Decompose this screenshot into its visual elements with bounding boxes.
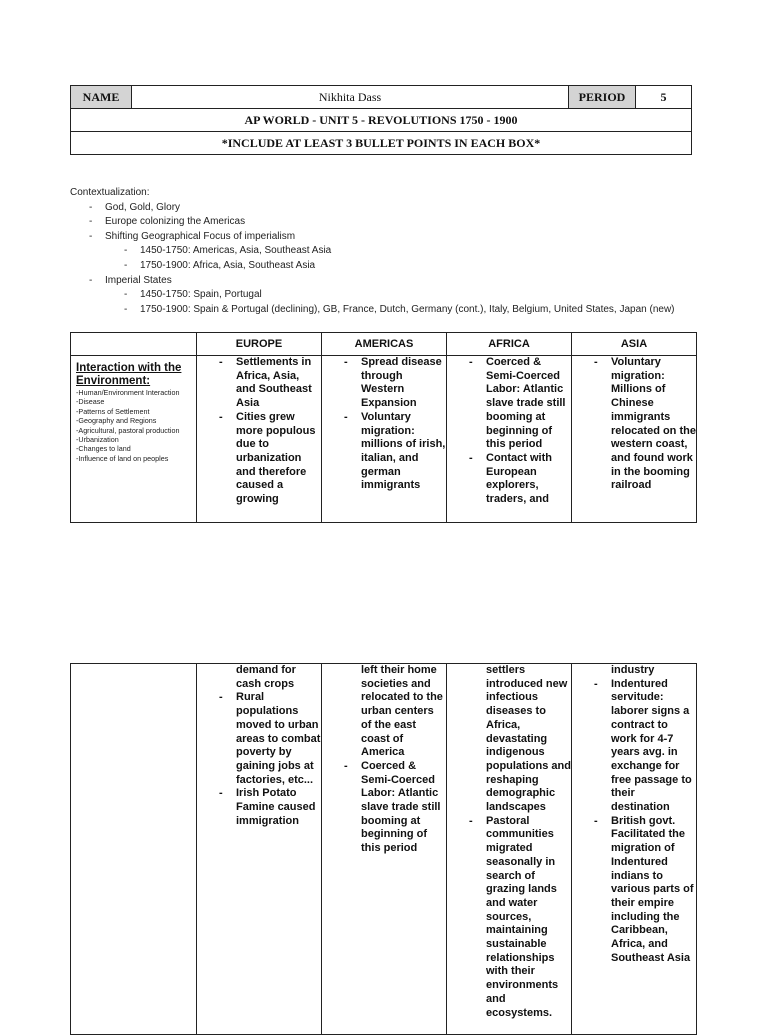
asia-cell xyxy=(572,664,697,1035)
column-header-asia: ASIA xyxy=(572,333,697,356)
regions-table xyxy=(70,332,697,523)
bullet-point: - Voluntary migration: millions of irish, italian, and german immigrants xyxy=(361,411,446,493)
americas-cell xyxy=(322,356,447,523)
column-header-americas: AMERICAS xyxy=(322,333,447,356)
bullet-point: - Rural populations moved to urban areas to combat poverty by gaining jobs at factories, etc... xyxy=(236,691,321,787)
period-label: PERIOD xyxy=(569,86,636,109)
name-label: NAME xyxy=(71,86,132,109)
row-header-empty xyxy=(71,664,197,1035)
continued-text: settlers introduced new infectious diseases to Africa, devastating indigenous populations and reshaping demographic landscapes xyxy=(486,664,571,814)
continued-text: demand for cash crops xyxy=(236,664,296,690)
continued-text: left their home societies and relocated to the urban centers of the east coast of America xyxy=(361,664,443,759)
context-label: Contextualization: xyxy=(70,187,150,198)
bullet-point: - Coerced & Semi-Coerced Labor: Atlantic slave trade still booming at beginning of this period xyxy=(361,760,446,856)
europe-cell xyxy=(197,356,322,523)
bullet-point: - Coerced & Semi-Coerced Labor: Atlantic slave trade still booming at beginning of this period xyxy=(486,356,571,452)
context-item-text: Shifting Geographical Focus of imperialism xyxy=(105,230,296,242)
row-header xyxy=(71,356,197,523)
row-subtopic: -Disease xyxy=(76,397,105,407)
europe-cell xyxy=(197,664,322,1035)
context-subitem: - 1750-1900: Spain & Portugal (declining), GB, France, Dutch, Germany (cont.), Italy, Belgium, United States, Japan (new) xyxy=(140,303,750,318)
context-subitem: - 1450-1750: Spain, Portugal xyxy=(140,288,750,303)
context-sublist xyxy=(105,288,750,317)
context-subitem: - 1750-1900: Africa, Asia, Southeast Asia xyxy=(140,259,750,274)
africa-cell xyxy=(447,356,572,523)
instruction: *INCLUDE AT LEAST 3 BULLET POINTS IN EACH BOX* xyxy=(71,132,692,155)
contextualization xyxy=(70,186,750,317)
bullet-point: - Settlements in Africa, Asia, and Southeast Asia xyxy=(236,356,321,411)
unit-title: AP WORLD - UNIT 5 - REVOLUTIONS 1750 - 1900 xyxy=(71,109,692,132)
row-title: Interaction with the Environment: xyxy=(76,362,182,387)
column-header-africa: AFRICA xyxy=(447,333,572,356)
bullet-point: - Cities grew more populous due to urbanization and therefore caused a growing xyxy=(236,411,321,507)
row-subtopic: -Changes to land xyxy=(76,444,131,454)
context-subitem: - 1450-1750: Americas, Asia, Southeast Asia xyxy=(140,244,750,259)
regions-table-continued xyxy=(70,663,697,1035)
africa-cell xyxy=(447,664,572,1035)
context-item-text: Imperial States xyxy=(105,274,172,286)
row-subtopic: -Geography and Regions xyxy=(76,416,157,426)
corner-cell xyxy=(71,333,197,356)
context-item xyxy=(105,274,750,318)
bullet-point: - Indentured servitude: laborer signs a contract to work for 4-7 years avg. in exchange for free passage to their destination xyxy=(611,678,696,815)
period-value: 5 xyxy=(636,86,692,109)
context-sublist xyxy=(105,244,750,273)
bullet-point: - Voluntary migration: Millions of Chinese immigrants relocated on the western coast, and found work in the booming railroad xyxy=(611,356,696,493)
continued-text: industry xyxy=(611,664,655,676)
americas-cell xyxy=(322,664,447,1035)
row-subtopic: -Urbanization xyxy=(76,435,119,445)
bullet-point: - Spread disease through Western Expansion xyxy=(361,356,446,411)
bullet-point: - British govt. Facilitated the migration of Indentured indians to various parts of their empire including the Caribbean, Africa, and Southeast Asia xyxy=(611,815,696,966)
bullet-point: - Contact with European explorers, traders, and xyxy=(486,452,571,507)
context-list xyxy=(70,201,750,318)
column-header-europe: EUROPE xyxy=(197,333,322,356)
row-subtopic: -Agricultural, pastoral production xyxy=(76,425,180,435)
header-table xyxy=(70,85,692,155)
row-subtopic: -Patterns of Settlement xyxy=(76,406,150,416)
row-subtopic: -Influence of land on peoples xyxy=(76,453,169,463)
context-item: - God, Gold, Glory xyxy=(105,201,750,216)
bullet-point: - Pastoral communities migrated seasonally in search of grazing lands and water sources, maintaining sustainable relationships with their environments and ecosystems. xyxy=(486,815,571,1021)
name-value: Nikhita Dass xyxy=(132,86,569,109)
asia-cell xyxy=(572,356,697,523)
context-item xyxy=(105,230,750,274)
row-subtopic: -Human/Environment Interaction xyxy=(76,388,180,397)
bullet-point: - Irish Potato Famine caused immigration xyxy=(236,787,321,828)
context-item: - Europe colonizing the Americas xyxy=(105,215,750,230)
